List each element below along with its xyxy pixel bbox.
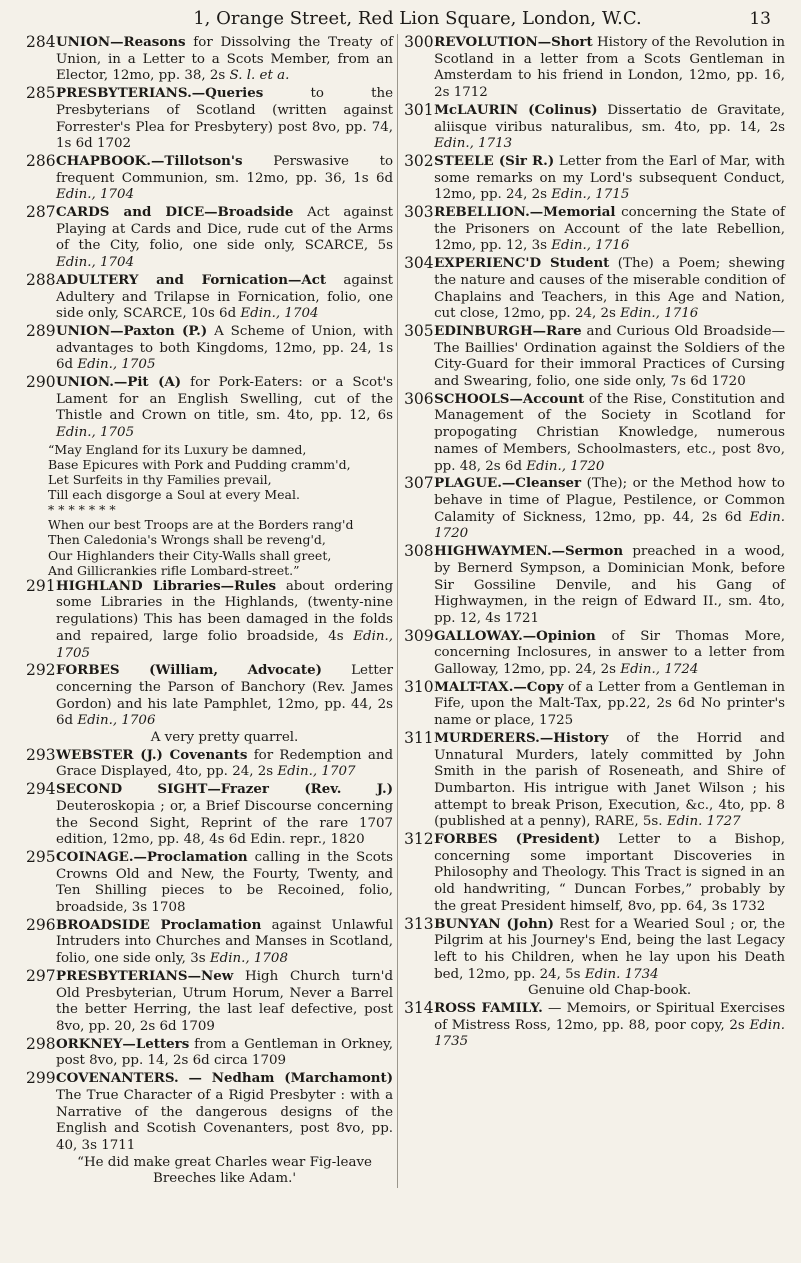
entry-description: High Church turn'd Old Presbyterian, Utrum Horum, Never a Barrel the better Herring, the last leaf defective, post 8vo, pp. 20, 2s 6d 1709	[56, 968, 394, 1034]
entry-text	[434, 153, 785, 204]
entry-heading: SECOND SIGHT—Frazer (Rev. J.)	[56, 781, 394, 798]
entry-number: 309	[404, 626, 434, 645]
entry-text	[56, 1070, 393, 1188]
entry-text	[56, 272, 393, 323]
verse-line: When our best Troops are at the Borders rang'd	[48, 517, 354, 533]
entry-text	[434, 323, 785, 391]
entry-number: 299	[26, 1069, 56, 1088]
catalogue-entry	[404, 102, 785, 153]
entry-description: (The); or the Method how to behave in time of Plague, Pestilence, or Common Calamity of Sickness, 12mo, pp. 44, 2s 6d	[434, 476, 785, 525]
entry-text	[434, 831, 785, 916]
entry-text	[56, 917, 393, 968]
entry-text	[56, 662, 393, 747]
catalogue-entry	[26, 1036, 393, 1070]
entry-heading: UNION—Reasons	[56, 34, 186, 50]
entry-description: calling in the Scots Crowns Old and New, the Fourty, Twenty, and Ten Shilling pieces to be Recoined, folio, broadside, 3s 1708	[56, 849, 394, 916]
entry-text	[434, 916, 785, 1001]
entry-imprint: Edin. 1727	[666, 814, 741, 830]
entry-description: — Memoirs, or Spiritual Exercises of Mistress Ross, 12mo, pp. 88, poor copy, 2s	[434, 1001, 785, 1033]
entry-number: 290	[26, 373, 56, 392]
catalogue-entry	[26, 1070, 393, 1188]
entry-number: 301	[404, 100, 434, 119]
entry-note: A very pretty quarrel.	[150, 730, 299, 746]
entry-heading: MURDERERS.—History	[434, 729, 609, 746]
entry-number: 296	[26, 915, 56, 934]
entry-description: about ordering some Libraries in the Highlands, (twenty-nine regulations) This has been damaged in the folds and repaired, large folio broadside, 4s	[56, 578, 394, 644]
entry-text	[56, 1036, 393, 1070]
entry-description: for Dissolving the Treaty of Union, in a Letter to a Scots Member, from an Elector, 12mo, pp. 38, 2s	[56, 35, 394, 84]
page-header	[50, 8, 785, 30]
entry-note: Genuine old Chap-book.	[527, 983, 692, 999]
entry-description: Act against Playing at Cards and Dice, rude cut of the Arms of the City, folio, one side only, SCARCE, 5s	[56, 205, 394, 254]
entry-number: 295	[26, 847, 56, 866]
entry-imprint: Edin., 1708	[209, 951, 288, 967]
entry-heading: EXPERIENC'D Student	[434, 255, 610, 272]
catalogue-entry	[26, 272, 393, 323]
catalogue-entry	[26, 781, 393, 849]
entry-imprint: Edin., 1715	[551, 187, 630, 203]
page-number: 13	[749, 9, 771, 29]
entry-heading: SCHOOLS—Account	[434, 390, 585, 407]
entry-description: against Unlawful Intruders into Churches and Manses in Scotland, folio, one side only, 3s	[56, 917, 394, 967]
entry-number: 287	[26, 203, 56, 222]
entry-number: 313	[404, 914, 434, 933]
entry-heading: UNION.—Pit (A)	[56, 374, 182, 391]
entry-heading: FORBES (William, Advocate)	[56, 662, 322, 679]
entry-number: 292	[26, 661, 56, 680]
entry-number: 297	[26, 966, 56, 985]
verse-line: Our Highlanders their City-Walls shall greet,	[48, 547, 332, 563]
entry-imprint: Edin., 1716	[620, 306, 699, 322]
entry-imprint: Edin. 1720	[434, 509, 785, 542]
verse-line: Till each disgorge a Soul at every Meal.	[48, 487, 300, 503]
entry-imprint: Edin., 1720	[526, 458, 605, 474]
entry-heading: CHAPBOOK.—Tillotson's	[56, 152, 243, 169]
right-column	[398, 34, 785, 1188]
verse-line: Then Caledonia's Wrongs shall be reveng'd,	[48, 532, 326, 548]
catalogue-entry	[404, 391, 785, 476]
entry-text	[434, 730, 785, 831]
catalogue-entry	[404, 679, 785, 730]
entry-heading: HIGHWAYMEN.—Sermon	[434, 543, 624, 560]
entry-description: The True Character of a Rigid Presbyter : with a Narrative of the dangerous designs of the English and Scotish Covenanters, post 8vo, pp. 40, 3s 1711	[56, 1087, 394, 1153]
catalogue-entry	[404, 475, 785, 543]
entry-description: of the Rise, Constitution and Management of the Society in Scotland for propogating Christian Knowledge, numerous names of Members, Schoolmasters, etc., post 8vo, pp. 48, 2s 6d	[434, 391, 785, 474]
entry-imprint: Edin., 1724	[620, 662, 699, 678]
entry-description: Letter to a Bishop, concerning some important Discoveries in Philosophy and Theology. This Tract is signed in an old handwriting, “ Duncan Forbes,” probably by the great President himself, 8vo, pp. 64, 3s 1732	[434, 832, 785, 914]
entry-number: 304	[404, 254, 434, 273]
entry-number: 300	[404, 33, 434, 51]
entry-number: 310	[404, 677, 434, 696]
entry-description: History of the Revolution in Scotland in a letter from a Scots Gentleman in Amsterdam to his friend in London, 12mo, pp. 16, 2s 1712	[434, 35, 785, 101]
entry-text	[56, 374, 393, 442]
catalogue-entry	[404, 255, 785, 323]
entry-text	[434, 475, 785, 543]
entry-imprint: Edin., 1704	[240, 306, 319, 322]
entry-text	[56, 85, 393, 153]
entry-heading: PLAGUE.—Cleanser	[434, 475, 582, 492]
entry-heading: COINAGE.—Proclamation	[56, 848, 248, 865]
entry-number: 288	[26, 270, 56, 289]
entry-text	[434, 391, 785, 476]
entry-heading: WEBSTER (J.) Covenants	[56, 746, 248, 763]
catalogue-entry	[404, 628, 785, 679]
entry-heading: McLAURIN (Colinus)	[434, 101, 598, 118]
entry-heading: PRESBYTERIANS.—Queries	[56, 85, 264, 102]
entry-heading: EDINBURGH—Rare	[434, 322, 582, 339]
entry-number: 291	[26, 576, 56, 595]
entry-heading: REVOLUTION—Short	[434, 34, 593, 50]
catalogue-entry	[404, 916, 785, 1001]
entry-description: Perswasive to frequent Communion, sm. 12mo, pp. 36, 1s 6d	[56, 153, 394, 186]
entry-description: and Curious Old Broadside—The Baillies' Ordination against the Soldiers of the City-Guard for their immoral Practices of Cursing and Swearing, folio, one side only, 7s 6d 1720	[434, 323, 785, 390]
entry-description: against Adultery and Trilapse in Fornication, folio, one side only, SCARCE, 10s 6d	[56, 272, 394, 322]
catalogue-entry	[404, 831, 785, 916]
entry-text	[56, 781, 393, 849]
entry-number: 284	[26, 33, 56, 51]
catalogue-entry	[26, 747, 393, 781]
entry-heading: PRESBYTERIANS—New	[56, 967, 234, 984]
entry-heading: HIGHLAND Libraries—Rules	[56, 577, 277, 594]
catalogue-entry	[404, 153, 785, 204]
entry-text	[434, 628, 785, 679]
entry-text	[434, 34, 785, 102]
entry-heading: COVENANTERS. — Nedham (Marchamont)	[56, 1070, 394, 1087]
entry-description: Deuteroskopia ; or, a Brief Discourse concerning the Second Sight, Reprint of the rare 1707 edition, 12mo, pp. 48, 4s 6d Edin. repr., 1820	[56, 798, 394, 848]
entry-heading: STEELE (Sir R.)	[434, 152, 555, 169]
entry-text	[56, 204, 393, 272]
entry-imprint: Edin., 1705	[56, 628, 394, 661]
publisher-address: 1, Orange Street, Red Lion Square, London, W.C.	[193, 8, 642, 29]
entry-heading: ROSS FAMILY.	[434, 1000, 543, 1017]
entry-description: of a Letter from a Gentleman in Fife, upon the Malt-Tax, pp.22, 2s 6d No printer's name or place, 1725	[434, 679, 785, 729]
entry-text	[434, 679, 785, 730]
catalogue-entry	[26, 968, 393, 1036]
entry-number: 312	[404, 830, 434, 849]
entry-heading: MALT-TAX.—Copy	[434, 678, 564, 695]
entry-description: A Scheme of Union, with advantages to both Kingdoms, 12mo, pp. 24, 1s 6d	[56, 323, 394, 373]
entry-text	[56, 968, 393, 1036]
catalogue-entry	[404, 323, 785, 391]
entry-imprint: Edin., 1716	[551, 238, 630, 254]
entry-imprint: Edin., 1704	[56, 255, 135, 271]
entry-text	[56, 323, 393, 374]
entry-number: 298	[26, 1034, 56, 1053]
entry-number: 307	[404, 474, 434, 493]
entry-number: 289	[26, 321, 56, 340]
entry-imprint: S. l. et a.	[229, 68, 290, 84]
entry-heading: BROADSIDE Proclamation	[56, 916, 262, 933]
entry-heading: ORKNEY—Letters	[56, 1035, 190, 1052]
entry-description: preached in a wood, by Bernerd Sympson, a Dominician Monk, before Sir Gossiline Denvile, and his Gang of Highwaymen, in the reign of Edward II., sm. 4to, pp. 12, 4s 1721	[434, 544, 785, 626]
entry-imprint: Edin. 1734	[584, 966, 659, 982]
entry-description: Letter concerning the Parson of Banchory (Rev. James Gordon) and his late Pamphlet, 12mo, pp. 44, 2s 6d	[56, 663, 394, 729]
catalogue-entry	[26, 662, 393, 747]
entry-heading: REBELLION.—Memorial	[434, 204, 616, 221]
entry-text	[434, 102, 785, 153]
entry-number: 286	[26, 151, 56, 170]
entry-description: from a Gentleman in Orkney, post 8vo, pp. 14, 2s 6d circa 1709	[56, 1036, 394, 1069]
entry-description: for Redemption and Grace Displayed, 4to, pp. 24, 2s	[56, 747, 394, 780]
catalogue-entry	[26, 849, 393, 917]
catalogue-entry	[26, 374, 393, 442]
catalogue-entry	[26, 917, 393, 968]
entry-number: 285	[26, 84, 56, 103]
entry-number: 305	[404, 321, 434, 340]
catalogue-entry	[404, 204, 785, 255]
catalogue-entry	[404, 543, 785, 628]
entry-heading: GALLOWAY.—Opinion	[434, 627, 596, 644]
entry-text	[56, 747, 393, 781]
verse-line: “May England for its Luxury be damned,	[48, 441, 307, 457]
entry-text	[434, 543, 785, 628]
catalogue-entry	[26, 85, 393, 153]
left-column	[26, 34, 398, 1188]
entry-description: for Pork-Eaters: or a Scot's Lament for an English Swelling, cut of the Thistle and Crown on title, sm. 4to, pp. 12, 6s	[56, 375, 394, 424]
entry-imprint: Edin., 1705	[56, 425, 135, 441]
verse-quote	[26, 442, 393, 578]
entry-number: 311	[404, 728, 434, 747]
catalogue-entry	[26, 34, 393, 85]
entry-text	[434, 204, 785, 255]
entry-text	[434, 255, 785, 323]
entry-number: 293	[26, 745, 56, 764]
entry-imprint: Edin., 1706	[77, 713, 156, 729]
entry-text	[56, 153, 393, 204]
entry-imprint: Edin., 1705	[77, 357, 156, 373]
verse-line: * * * * * * *	[48, 502, 116, 518]
catalogue-entry	[404, 730, 785, 831]
catalogue-entry	[26, 153, 393, 204]
entry-heading: FORBES (President)	[434, 831, 601, 848]
entry-heading: CARDS and DICE—Broadside	[56, 204, 294, 221]
entry-imprint: Edin. 1735	[434, 1017, 785, 1050]
entry-description: Rest for a Wearied Soul ; or, the Pilgrim at his Journey's End, being the last Legacy left to his Children, when he lay upon his Death bed, 12mo, pp. 24, 5s	[434, 916, 785, 982]
entry-description: to the Presbyterians of Scotland (written against Forrester's Plea for Presbytery) post 8vo, pp. 74, 1s 6d 1702	[56, 86, 394, 152]
entry-imprint: Edin., 1713	[434, 136, 513, 152]
entry-imprint: Edin., 1704	[56, 187, 135, 203]
entry-heading: BUNYAN (John)	[434, 915, 554, 932]
entry-description: Letter from the Earl of Mar, with some remarks on my Lord's subsequent Conduct, 12mo, pp. 24, 2s	[434, 153, 785, 203]
catalogue-entry	[404, 34, 785, 102]
entry-heading: UNION—Paxton (P.)	[56, 322, 208, 339]
catalogue-entry	[26, 204, 393, 272]
entry-description: of Sir Thomas More, concerning Inclosures, in answer to a letter from Galloway, 12mo, pp. 24, 2s	[434, 628, 785, 678]
catalogue-entry	[404, 1000, 785, 1051]
entry-description: Dissertatio de Gravitate, aliisque viribus naturalibus, sm. 4to, pp. 14, 2s	[434, 102, 785, 135]
entry-heading: ADULTERY and Fornication—Act	[56, 271, 327, 288]
entry-text	[56, 34, 393, 85]
entry-description: concerning the State of the Prisoners on Account of the late Rebellion, 12mo, pp. 12, 3s	[434, 205, 785, 254]
entry-number: 302	[404, 151, 434, 170]
entry-number: 303	[404, 203, 434, 222]
verse-line: And Gillicrankies rifle Lombard-street.”	[48, 562, 300, 578]
entry-number: 306	[404, 389, 434, 408]
entry-description: of the Horrid and Unnatural Murders, lately committed by John Smith in the parish of Roseneath, and Shire of Dumbarton. His intrigue with Janet Wilson ; his attempt to break Prison, Execution, &c., 4to, pp. 8 (published at a penny), RARE, 5s.	[434, 730, 785, 830]
entry-note: “He did make great Charles wear Fig-leave Breeches like Adam.'	[77, 1154, 372, 1187]
entry-number: 314	[404, 999, 434, 1018]
entry-number: 308	[404, 542, 434, 561]
entry-text	[56, 578, 393, 663]
entry-number: 294	[26, 780, 56, 799]
catalogue-entry	[26, 578, 393, 663]
entry-text	[434, 1000, 785, 1051]
catalogue-entry	[26, 323, 393, 374]
verse-line: Let Surfeits in thy Families prevail,	[48, 472, 272, 488]
entry-imprint: Edin., 1707	[277, 764, 356, 780]
entry-description: (The) a Poem; shewing the nature and causes of the miserable condition of Chaplains and Teachers, in this Age and Nation, cut close, 12mo, pp. 24, 2s	[434, 256, 785, 322]
verse-line: Base Epicures with Pork and Pudding cramm'd,	[48, 456, 351, 472]
entry-text	[56, 849, 393, 917]
